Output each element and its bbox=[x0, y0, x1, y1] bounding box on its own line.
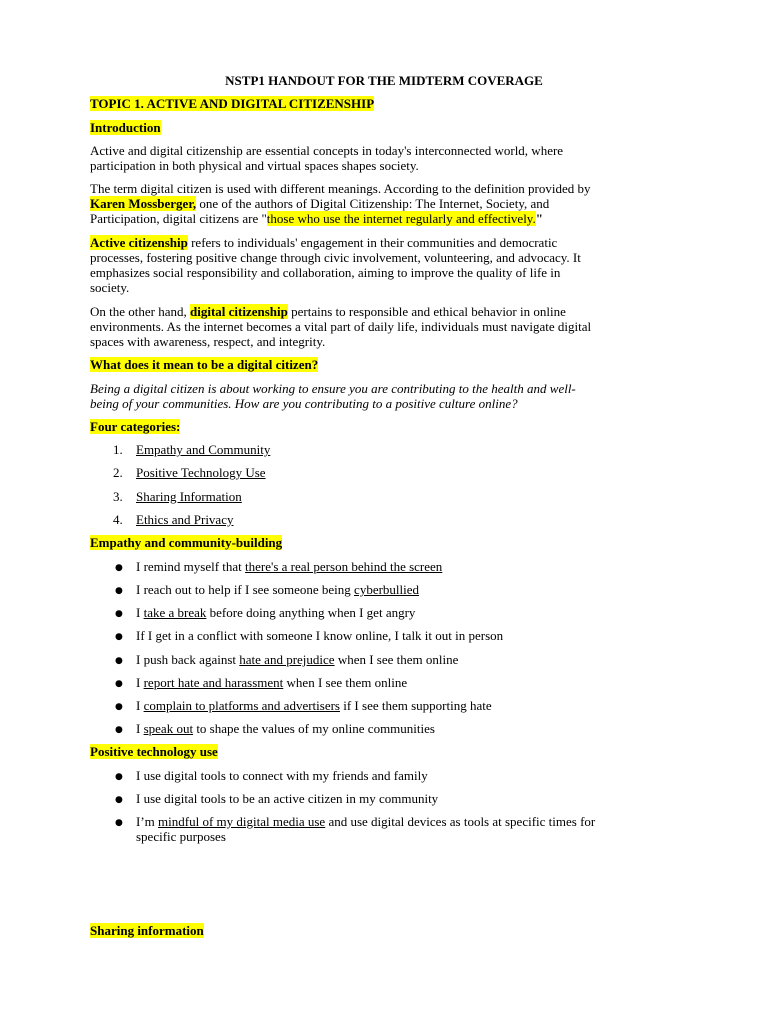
item-underlined: mindful of my digital media use bbox=[158, 814, 326, 829]
list-number: 4. bbox=[113, 512, 123, 527]
item-text-end: when I see them online bbox=[334, 652, 459, 667]
category-item: Sharing Information bbox=[136, 489, 242, 504]
bullet-icon: ● bbox=[115, 795, 123, 805]
list-item bbox=[136, 698, 681, 713]
item-text: I use digital tools to be an active citizen in my community bbox=[136, 791, 439, 806]
active-citizenship-term: Active citizenship bbox=[90, 235, 188, 250]
italic-line-2: being of your communities. How are you contributing to a positive culture online? bbox=[90, 396, 518, 411]
definition-quote: those who use the internet regularly and effectively. bbox=[266, 211, 536, 226]
item-text-end: and use digital devices as tools at specific times for bbox=[325, 814, 596, 829]
item-text: I reach out to help if I see someone being bbox=[136, 582, 355, 597]
active-citizenship-paragraph bbox=[90, 235, 680, 295]
digital-line-1-start: On the other hand, bbox=[90, 304, 191, 319]
item-text: I bbox=[136, 698, 144, 713]
active-line-4: society. bbox=[90, 280, 130, 295]
intro-heading bbox=[90, 120, 680, 135]
list-item bbox=[136, 559, 681, 574]
italic-line-1: Being a digital citizen is about working to ensure you are contributing to the health and well- bbox=[90, 381, 576, 396]
intro-paragraph bbox=[90, 143, 680, 173]
item-underlined: report hate and harassment bbox=[143, 675, 284, 690]
item-text-end: to shape the values of my online communities bbox=[193, 721, 435, 736]
bullet-icon: ● bbox=[115, 818, 123, 828]
item-text-line-2: specific purposes bbox=[136, 829, 226, 844]
item-text-end: when I see them online bbox=[283, 675, 408, 690]
list-item bbox=[136, 814, 681, 844]
digital-citizenship-term: digital citizenship bbox=[190, 304, 288, 319]
digital-citizenship-paragraph bbox=[90, 304, 680, 349]
list-item bbox=[136, 582, 681, 597]
category-item: Positive Technology Use bbox=[136, 465, 266, 480]
categories-heading bbox=[90, 419, 680, 434]
digital-line-3: spaces with awareness, respect, and integrity. bbox=[90, 334, 326, 349]
sharing-heading bbox=[90, 923, 680, 938]
active-line-1: refers to individuals' engagement in their communities and democratic bbox=[187, 235, 558, 250]
bullet-icon: ● bbox=[115, 725, 123, 735]
item-underlined: complain to platforms and advertisers bbox=[143, 698, 340, 713]
item-text: I use digital tools to connect with my friends and family bbox=[136, 768, 428, 783]
list-item bbox=[136, 721, 681, 736]
digital-line-1-rest: pertains to responsible and ethical behavior in online bbox=[287, 304, 566, 319]
list-item bbox=[136, 628, 681, 643]
tech-heading bbox=[90, 744, 680, 759]
bullet-icon: ● bbox=[115, 702, 123, 712]
intro-heading-text: Introduction bbox=[90, 120, 161, 135]
author-name: Karen Mossberger, bbox=[90, 196, 197, 211]
item-text: I bbox=[136, 675, 144, 690]
item-text: I bbox=[136, 605, 144, 620]
list-item bbox=[136, 652, 681, 667]
list-item bbox=[136, 768, 681, 783]
bullet-icon: ● bbox=[115, 679, 123, 689]
intro-line-2: participation in both physical and virtual spaces shapes society. bbox=[90, 158, 419, 173]
bullet-icon: ● bbox=[115, 609, 123, 619]
topic-heading-text: TOPIC 1. ACTIVE AND DIGITAL CITIZENSHIP bbox=[90, 96, 375, 111]
tech-heading-text: Positive technology use bbox=[90, 744, 218, 759]
item-text: I’m bbox=[136, 814, 159, 829]
digital-line-2: environments. As the internet becomes a vital part of daily life, individuals must navigate digital bbox=[90, 319, 592, 334]
item-underlined: take a break bbox=[143, 605, 207, 620]
list-item bbox=[136, 605, 681, 620]
item-text: I bbox=[136, 721, 144, 736]
bullet-icon: ● bbox=[115, 772, 123, 782]
document-title: NSTP1 HANDOUT FOR THE MIDTERM COVERAGE bbox=[225, 73, 543, 88]
list-item bbox=[136, 675, 681, 690]
italic-paragraph bbox=[90, 381, 680, 411]
bullet-icon: ● bbox=[115, 632, 123, 642]
categories-heading-text: Four categories: bbox=[90, 419, 181, 434]
bullet-icon: ● bbox=[115, 656, 123, 666]
active-line-2: processes, fostering positive change through civic involvement, volunteering, and advocacy. It bbox=[90, 250, 581, 265]
bullet-icon: ● bbox=[115, 586, 123, 596]
item-underlined: cyberbullied bbox=[354, 582, 420, 597]
term-line-1: The term digital citizen is used with different meanings. According to the definition provided by bbox=[90, 181, 591, 196]
list-number: 1. bbox=[113, 442, 123, 457]
term-line-3-end: " bbox=[535, 211, 543, 226]
category-item: Ethics and Privacy bbox=[136, 512, 234, 527]
empathy-heading bbox=[90, 535, 680, 550]
question-heading bbox=[90, 357, 680, 372]
intro-line-1: Active and digital citizenship are essential concepts in today's interconnected world, where bbox=[90, 143, 564, 158]
list-number: 3. bbox=[113, 489, 123, 504]
category-item: Empathy and Community bbox=[136, 442, 271, 457]
sharing-heading-text: Sharing information bbox=[90, 923, 204, 938]
active-line-3: emphasizes social responsibility and collaboration, aiming to improve the quality of life in bbox=[90, 265, 561, 280]
topic-heading bbox=[90, 96, 680, 111]
bullet-icon: ● bbox=[115, 563, 123, 573]
term-line-3-start: Participation, digital citizens are " bbox=[90, 211, 267, 226]
item-text: If I get in a conflict with someone I know online, I talk it out in person bbox=[136, 628, 504, 643]
list-number: 2. bbox=[113, 465, 123, 480]
item-underlined: hate and prejudice bbox=[239, 652, 335, 667]
question-heading-text: What does it mean to be a digital citizen? bbox=[90, 357, 319, 372]
item-text-end: before doing anything when I get angry bbox=[206, 605, 416, 620]
item-underlined: speak out bbox=[143, 721, 194, 736]
term-paragraph bbox=[90, 181, 680, 226]
item-underlined: there's a real person behind the screen bbox=[245, 559, 443, 574]
list-item bbox=[136, 791, 681, 806]
item-text: I remind myself that bbox=[136, 559, 246, 574]
term-line-2: one of the authors of Digital Citizenship: The Internet, Society, and bbox=[196, 196, 550, 211]
empathy-heading-text: Empathy and community-building bbox=[90, 535, 283, 550]
item-text: I push back against bbox=[136, 652, 240, 667]
item-text-end: if I see them supporting hate bbox=[339, 698, 492, 713]
